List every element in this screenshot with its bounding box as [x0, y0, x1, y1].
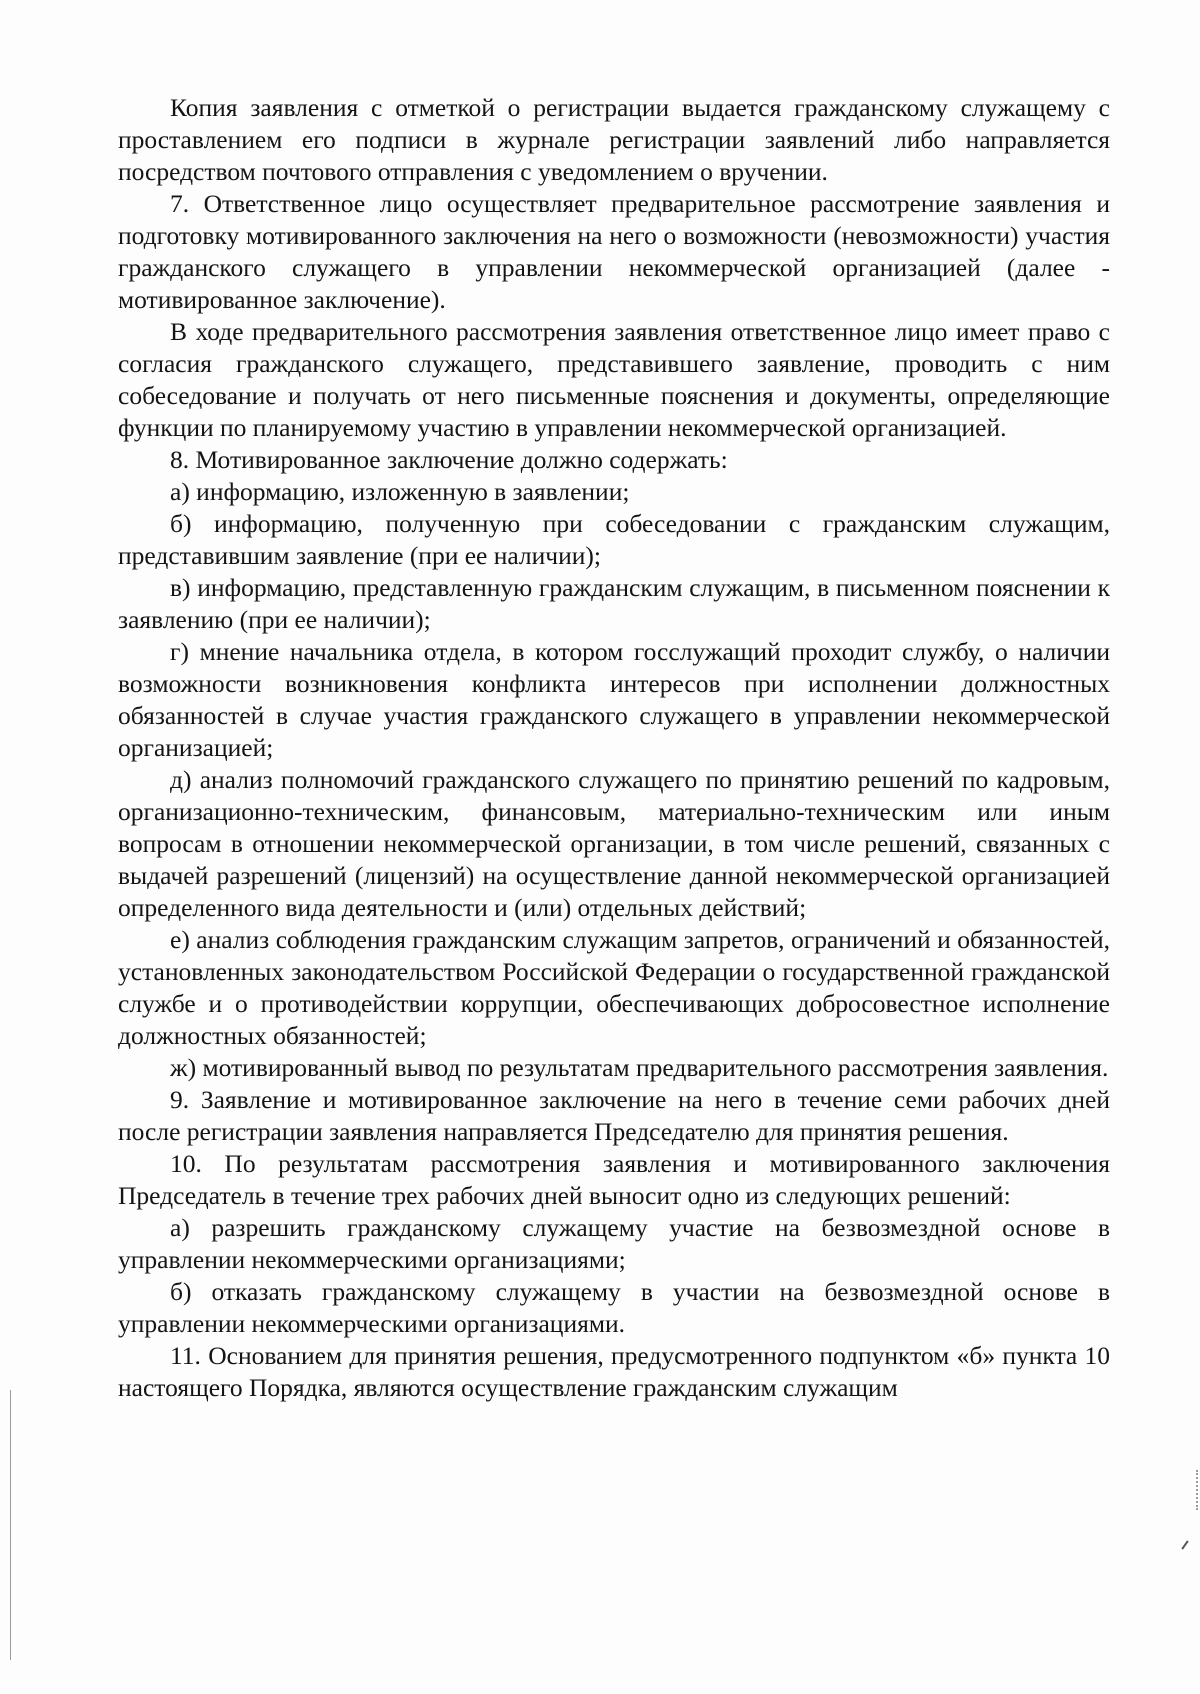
- paragraph-item-11: 11. Основанием для принятия решения, предусмотренного подпунктом «б» пункта 10 настоящего Порядка, являются осуществление гражданским служащим: [118, 1341, 1110, 1402]
- paragraph-item-8v: в) информацию, представленную гражданским служащим, в письменном пояснении к заявлению (при ее наличии);: [118, 573, 1110, 634]
- paragraph-item-7: 7. Ответственное лицо осуществляет предварительное рассмотрение заявления и подготовку мотивированного заключения на него о возможности (невозможности) участия гражданского служащего в управлении некоммерческой организацией (далее - мотивированное заключение).: [118, 189, 1110, 314]
- paragraph-item-10a: а) разрешить гражданскому служащему участие на безвозмездной основе в управлении некоммерческими организациями;: [118, 1213, 1110, 1274]
- paragraph-item-8zh: ж) мотивированный вывод по результатам предварительного рассмотрения заявления.: [170, 1053, 1109, 1082]
- paragraph-preliminary-review: В ходе предварительного рассмотрения заявления ответственное лицо имеет право с согласия гражданского служащего, представившего заявление, проводить с ним собеседование и получать от него письменные пояснения и документы, определяющие функции по планируемому участию в управлении некоммерческой организацией.: [118, 317, 1110, 442]
- document-body: [118, 92, 1110, 1404]
- paragraph-copy-of-application: Копия заявления с отметкой о регистрации выдается гражданскому служащему с проставлением его подписи в журнале регистрации заявлений либо направляется посредством почтового отправления с уведомлением о вручении.: [118, 93, 1110, 186]
- scan-edge-mark: [1181, 1540, 1188, 1549]
- scan-edge-line: [10, 1390, 11, 1660]
- paragraph-item-10b: б) отказать гражданскому служащему в участии на безвозмездной основе в управлении некоммерческими организациями.: [118, 1277, 1110, 1338]
- paragraph-item-8: 8. Мотивированное заключение должно содержать:: [170, 445, 728, 474]
- paragraph-item-8e: е) анализ соблюдения гражданским служащим запретов, ограничений и обязанностей, установленных законодательством Российской Федерации о государственной гражданской службе и о противодействии коррупции, обеспечивающих добросовестное исполнение должностных обязанностей;: [118, 925, 1110, 1050]
- scan-edge-dots: [1196, 1470, 1200, 1510]
- paragraph-item-10: 10. По результатам рассмотрения заявления и мотивированного заключения Председатель в течение трех рабочих дней выносит одно из следующих решений:: [118, 1149, 1110, 1210]
- paragraph-item-8g: г) мнение начальника отдела, в котором госслужащий проходит службу, о наличии возможности возникновения конфликта интересов при исполнении должностных обязанностей в случае участия гражданского служащего в управлении некоммерческой организацией;: [118, 637, 1110, 762]
- paragraph-item-8a: а) информацию, изложенную в заявлении;: [170, 477, 630, 506]
- paragraph-item-8d: д) анализ полномочий гражданского служащего по принятию решений по кадровым, организационно-техническим, финансовым, материально-техническим или иным вопросам в отношении некоммерческой организации, в том числе решений, связанных с выдачей разрешений (лицензий) на осуществление данной некоммерческой организацией определенного вида деятельности и (или) отдельных действий;: [118, 765, 1110, 922]
- paragraph-item-9: 9. Заявление и мотивированное заключение на него в течение семи рабочих дней после регистрации заявления направляется Председателю для принятия решения.: [118, 1085, 1110, 1146]
- paragraph-item-8b: б) информацию, полученную при собеседовании с гражданским служащим, представившим заявление (при ее наличии);: [118, 509, 1110, 570]
